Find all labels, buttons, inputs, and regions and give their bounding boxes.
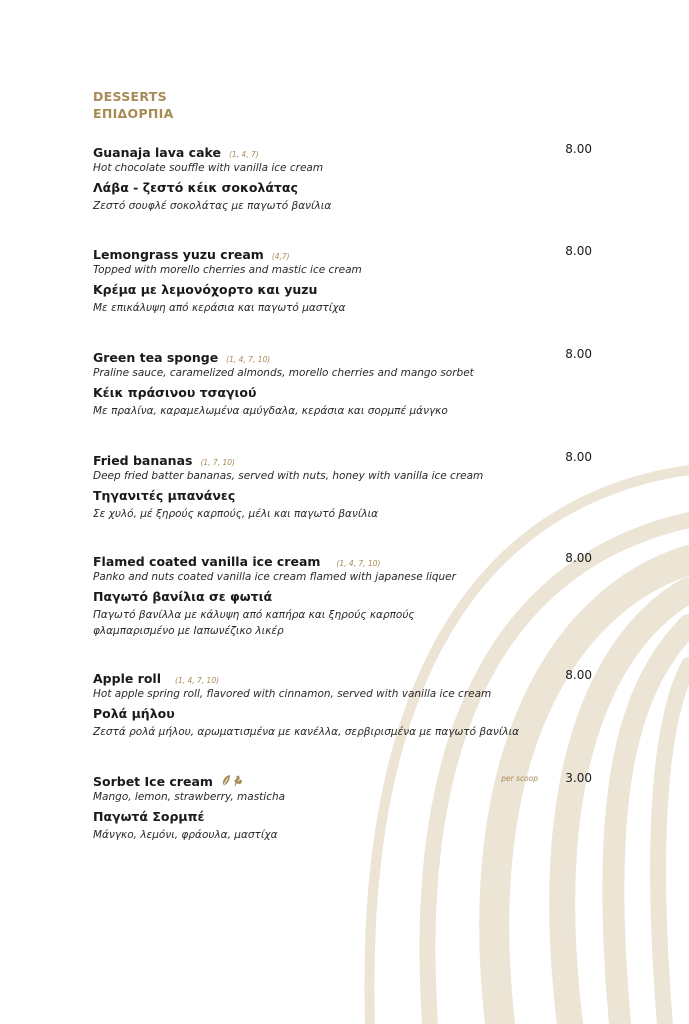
gluten-free-icon (234, 776, 243, 786)
item-price: 8.00 (565, 347, 592, 361)
item-description: Praline sauce, caramelized almonds, morello cherries and mango sorbet (93, 367, 474, 379)
item-name: Apple roll (93, 671, 162, 686)
menu-item (93, 347, 598, 419)
item-name-greek: Λάβα - ζεστό κέικ σοκολάτας (93, 180, 298, 195)
item-name: Fried bananas (93, 453, 193, 468)
section-title-gr: ΕΠΙΔΟΡΠΙΑ (93, 106, 174, 121)
item-price: 8.00 (565, 551, 592, 565)
item-allergens: (1, 7, 10) (200, 458, 235, 467)
item-name: Sorbet Ice cream (93, 774, 213, 789)
item-name-greek: Ρολά μήλου (93, 706, 175, 721)
item-price: 8.00 (565, 244, 592, 258)
item-description: Hot apple spring roll, flavored with cinnamon, served with vanilla ice cream (93, 688, 492, 700)
item-allergens: (1, 4, 7, 10) (175, 676, 220, 685)
item-name: Green tea sponge (93, 350, 219, 365)
item-description: Deep fried batter bananas, served with nuts, honey with vanilla ice cream (93, 470, 484, 482)
item-price: 8.00 (565, 668, 592, 682)
item-description: Topped with morello cherries and mastic ice cream (93, 264, 362, 276)
item-description-greek: Μάνγκο, λεμόνι, φράουλα, μαστίχα (93, 829, 278, 841)
section-title-en: DESSERTS (93, 89, 167, 104)
item-price: 8.00 (565, 142, 592, 156)
menu-item (93, 551, 598, 639)
item-description: Mango, lemon, strawberry, masticha (93, 791, 286, 803)
item-allergens: (4,7) (271, 252, 290, 261)
item-name: Flamed coated vanilla ice cream (93, 554, 321, 569)
item-allergens: (1, 4, 7, 10) (226, 355, 271, 364)
item-description: Hot chocolate souffle with vanilla ice cream (93, 162, 324, 174)
item-name-greek: Παγωτά Σορμπέ (93, 809, 205, 824)
item-name-greek: Κέικ πράσινου τσαγιού (93, 385, 257, 400)
vegan-leaf-icon (223, 775, 230, 786)
menu-item (93, 668, 598, 740)
item-name-greek: Κρέμα με λεμονόχορτο και yuzu (93, 282, 318, 297)
item-description-greek: Παγωτό βανίλλα με κάλυψη από καπήρα και ξηρούς καρπούς (93, 609, 415, 621)
item-description-greek: Σε χυλό, μέ ξηρούς καρπούς, μέλι και παγωτό βανίλια (93, 508, 379, 520)
menu-item (93, 771, 598, 843)
menu-item (93, 142, 598, 214)
item-description-greek: φλαμπαρισμένο με Ιαπωνέζικο λικέρ (93, 625, 284, 637)
item-description-greek: Ζεστά ρολά μήλου, αρωματισμένα με κανέλλα, σερβιρισμένα με παγωτό βανίλια (93, 726, 520, 738)
item-description-greek: Με πραλίνα, καραμελωμένα αμύγδαλα, κεράσια και σορμπέ μάνγκο (93, 405, 448, 417)
item-description-greek: Με επικάλυψη από κεράσια και παγωτό μαστίχα (93, 302, 346, 314)
item-price: 3.00 (565, 771, 592, 785)
item-name-greek: Παγωτό βανίλια σε φωτιά (93, 589, 273, 604)
item-price: 8.00 (565, 450, 592, 464)
menu-item (93, 450, 598, 522)
item-description-greek: Ζεστό σουφλέ σοκολάτας με παγωτό βανίλια (93, 200, 332, 212)
menu-item (93, 244, 598, 316)
per-scoop-label: per scoop (501, 774, 538, 783)
item-allergens: (1, 4, 7, 10) (336, 559, 381, 568)
item-name-greek: Τηγανιτές μπανάνες (93, 488, 236, 503)
item-name: Lemongrass yuzu cream (93, 247, 264, 262)
section-title (93, 88, 174, 122)
dietary-icons (221, 772, 243, 791)
item-allergens: (1, 4, 7) (228, 150, 259, 159)
item-description: Panko and nuts coated vanilla ice cream flamed with japanese liquer (93, 571, 456, 583)
item-name: Guanaja lava cake (93, 145, 221, 160)
